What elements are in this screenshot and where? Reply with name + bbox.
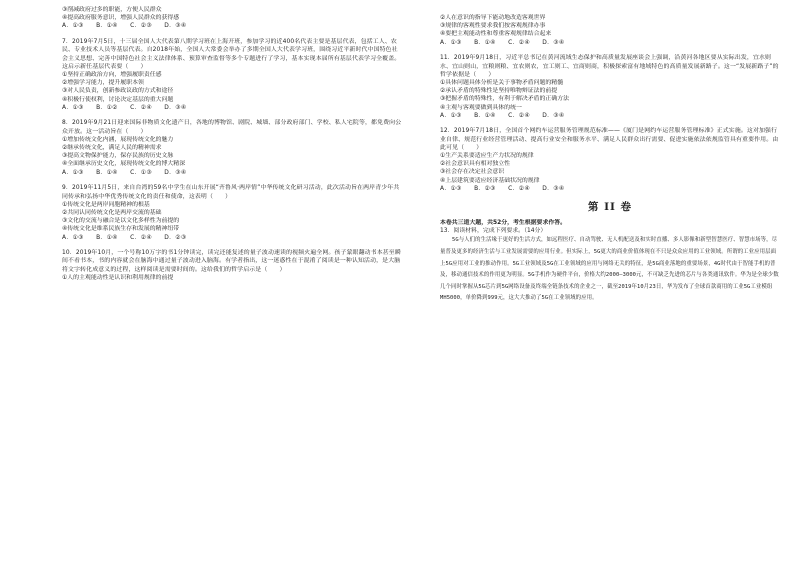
answer-choices: A．①③ B．①④ C．②④ D．③④: [440, 39, 565, 46]
left-column: [62, 6, 402, 282]
option-line: ④提高政府服务意识，增强人民群众的获得感: [62, 15, 180, 22]
option-line: 13．阅读材料，完成下列要求。（14分）: [440, 228, 547, 235]
answer-choices: A．①③ B．①④ C．①③ D．③④: [62, 169, 187, 176]
option-line: ①生产关系要适应生产力状况的规律: [440, 153, 534, 160]
reading-passage: 5G与人们的生活缘于更好的生活方式，如远程医疗、自动驾驶、无人机配送及和实时直播、多人影像和新型智慧医疗、智慧市场等，尽量普及更多的经济生活与工业发展需要的应用行业。但实际上，5G更大的商业价值体现在不只是众众应用的工业领域。所谓的工业应用层面上5G应用对工业的推动作用。5G工业领域及5G在工业领域的应用与网络无关的特征，是5G商业落地的重要场景，4G时代由于智能手机的普及，移动通信技术的作用更为明显。5G手机作为硬件平台，价格大约2000—3000元，不可缺乏先进的芯片与各类通讯软件。华为是全球少数几个同时掌握从5G芯片到5G网络设备及终端全链条技术的企业之一，截至2019年10月23日，华为发布了全球首款商用的工业5G工业模组MH5000，单价降到999元，这大大推动了5G在工业领域的应用。: [440, 237, 779, 302]
option-line: ②承认矛盾的特殊性是坚持唯物辩证法的前提: [440, 88, 558, 95]
option-line: ②增强学习能力，提升履职本领: [62, 80, 144, 87]
option-line: ④主观与客观要做到具体的统一: [440, 104, 522, 111]
option-line: ③提高文物保护能力，保存民族的历史文脉: [62, 153, 174, 160]
question-stem: 12．2019年7月18日，全国首个网约车运营服务管理规范标准——《厦门是网约车运营服务管理标准》正式实施。这对加强行业自律、规范行业经营管理活动、提高行业安全和服务水平、满足人民群众出行需要、促进实施依法依规监管具有重要作用。由此可见（ ）: [440, 128, 779, 151]
spacer: [62, 242, 402, 250]
option-line: ①具体问题具体分析是关于事物矛盾问题的精髓: [440, 79, 564, 86]
section-instruction: 本卷共三道大题，共52分，考生根据要求作答。: [440, 220, 567, 227]
option-line: ①坚持正确政治方向，增强履职责任感: [62, 71, 162, 78]
option-line: ④全面继承历史文化，展现传统文化的博大精深: [62, 161, 186, 168]
question-stem: 7．2019年7月5日，十三届全国人大代表第八期学习班在上海开班，参加学习的近400名代表主要是基层代表，包括工人、农民、专业技术人员等基层代表。自2018年始，全国人大常委会举办了多期全国人大代表学习班，围绕习近平新时代中国特色社会主义思想、完善中国特色社会主义法律体系、预算审查监督等多个专题进行了学习，基本实现本届所有基层代表学习全覆盖。这启示新任基层代表要（ ）: [62, 39, 401, 70]
spacer: [62, 177, 402, 185]
option-line: ③文化的交流与融合是以文化多样性为前提的: [62, 218, 180, 225]
answer-choices: A．①③ B．①② C．②④ D．③④: [62, 104, 187, 111]
answer-choices: A．①③ B．①④ C．②④ D．②③: [62, 234, 187, 241]
option-line: ③对人民负责，创新参政议政的方式和途径: [62, 88, 174, 95]
option-line: ④上层建筑要适应经济基础状况的规律: [440, 177, 540, 184]
option-line: ③把握矛盾的特殊性，有利于解决矛盾的正确方法: [440, 96, 569, 103]
spacer: [62, 31, 402, 39]
option-line: ②人在意识的指导下能动地改造客观世界: [440, 15, 546, 21]
question-stem: 8．2019年9月21日迎来国际非物质文化遗产日，各地的博物馆、剧院、城墙、部分政府部门、学校、私人宅院等，都免费向公众开放。这一活动旨在（ ）: [62, 120, 402, 135]
option-line: ③规律的客观性要求我们按客观规律办事: [440, 23, 546, 30]
right-column: [440, 14, 780, 305]
answer-choices: A．①③ B．①④ C．②④ D．③④: [440, 112, 565, 119]
spacer: [62, 112, 402, 120]
option-line: ①人的主观能动性是认识和利用规律的前提: [62, 274, 174, 281]
option-line: ①传统文化是两岸同胞精神的根基: [62, 201, 150, 208]
question-stem: 9．2019年11月5日，来自台湾的59名中学生在山东开展“齐鲁风·两岸情”中华传统文化研习活动，此次活动旨在两岸青少年共同传承和弘扬中华优秀传统文化的责任和使命，这表明（ ）: [62, 185, 400, 200]
option-line: ②共同认同传统文化是两岸交流的基础: [62, 209, 162, 216]
option-line: ③社会存在决定社会意识: [440, 169, 505, 176]
question-stem: 10．2019年10月，一个号称10万字的书1分钟读完，读完还能复述的量子波动速读的视频火遍全网。孩子蒙眼翻动书本甚至瞬间不看书本，书的内容就会在脑海中通过量子波动进入脑海。有学者指出，这一迷惑性在于混淆了阅读是一种认知活动，是大脑将文字转化成意义的过程，这样阅读是需要时间的。这给我们的哲学启示是（ ）: [62, 250, 401, 273]
option-line: ②继承传统文化，满足人民的精神需求: [62, 145, 162, 152]
section-title: 第 II 卷: [587, 201, 633, 214]
option-line: ④积极行使权利，讨论决定基层的重大问题: [62, 96, 174, 103]
spacer: [440, 47, 780, 55]
option-line: ①增加传统文化内涵，展现传统文化的魅力: [62, 136, 174, 143]
answer-choices: A．①③ B．②③ C．②④ D．③④: [440, 185, 565, 192]
answer-choices: A．①③ B．①④ C．②③ D．③④: [62, 23, 187, 30]
option-line: ④传统文化是维系民族生存和发展的精神纽带: [62, 226, 180, 233]
spacer: [440, 120, 780, 128]
option-line: ④要把主观能动性和尊重客观规律结合起来: [440, 31, 552, 38]
option-line: ②社会意识具有相对独立性: [440, 161, 511, 168]
option-line: ③削减政府过多的职能，方便人民群众: [62, 7, 162, 13]
question-stem: 11．2019年9月18日，习近平总书记在黄河流域生态保护和高质量发展座谈会上强调，沿黄河各地区要从实际出发，宜水则水、宜山则山，宜粮则粮、宜农则农，宜工则工、宜商则商，积极探索富有地域特色的高质量发展新路子。这一“发展新路子”的哲学依据是（ ）: [440, 55, 779, 78]
